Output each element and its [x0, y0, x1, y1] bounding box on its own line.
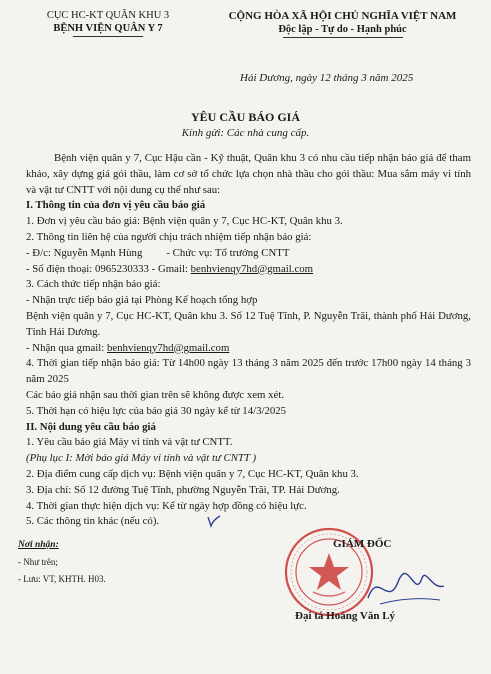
contact-role: - Chức vụ: Tổ trưởng CNTT — [166, 246, 290, 259]
receive-direct: - Nhận trực tiếp báo giá tại Phòng Kế hoạch tổng hợp — [26, 294, 258, 307]
s2-item1: 1. Yêu cầu báo giá Máy vi tính và vật tư CNTT. — [26, 436, 233, 449]
s2-item5: 5. Các thông tin khác (nếu có). — [26, 515, 160, 528]
phone-label: - Số điện thoại: 0965230333 - Gmail: — [26, 262, 191, 275]
recipients-label: Nơi nhận: — [18, 540, 59, 550]
document-title: YÊU CẦU BÁO GIÁ — [190, 110, 300, 124]
signer-name: Đại tá Hoàng Văn Lý — [295, 610, 396, 622]
address-line: Bệnh viện quân y 7, Cục HC-KT, Quân khu 3. Số 12 Tuệ Tĩnh, P. Nguyễn Trãi, thành phố Hải Dương, Tỉnh Hải Dương. — [26, 309, 471, 338]
s1-item2: 2. Thông tin liên hệ của người chịu trách nhiệm tiếp nhận báo giá: — [26, 230, 312, 243]
phone-line — [26, 262, 471, 278]
s1-item5: 5. Thời hạn có hiệu lực của báo giá 30 ngày kể từ 14/3/2025 — [26, 404, 287, 417]
signer-title: GIÁM ĐỐC — [333, 538, 392, 550]
recipient-item: - Như trên; — [18, 557, 58, 567]
contact-line — [26, 246, 471, 262]
receive-email-line — [26, 341, 471, 357]
s2-item4: 4. Thời gian thực hiện dịch vụ: Kể từ ngày hợp đồng có hiệu lực. — [26, 499, 307, 512]
signature-icon — [360, 560, 450, 615]
contact-name: - Đ/c: Nguyễn Mạnh Hùng — [26, 246, 143, 259]
national-header — [200, 10, 485, 38]
motto: Độc lập - Tự do - Hạnh phúc — [278, 24, 407, 35]
s2-item2: 2. Địa điểm cung cấp dịch vụ: Bệnh viện quân y 7, Cục HC-KT, Quân khu 3. — [26, 467, 359, 480]
recipient-item: - Lưu: VT, KHTH. H03. — [18, 574, 106, 584]
org-parent: CỤC HC-KT QUÂN KHU 3 — [46, 10, 170, 21]
s1-item1: 1. Đơn vị yêu cầu báo giá: Bệnh viện quân y 7, Cục HC-KT, Quân khu 3. — [26, 215, 343, 228]
header-rule-left — [73, 36, 143, 37]
country-name: CỘNG HÒA XÃ HỘI CHỦ NGHĨA VIỆT NAM — [228, 10, 457, 22]
section2-heading: II. Nội dung yêu cầu báo giá — [26, 420, 156, 433]
org-name: BỆNH VIỆN QUÂN Y 7 — [53, 23, 163, 34]
receive-email-label: - Nhận qua gmail: — [26, 341, 107, 354]
document-body — [26, 151, 471, 530]
handwritten-tick-icon — [206, 514, 222, 528]
late-note: Các báo giá nhận sau thời gian trên sẽ không được xem xét. — [26, 388, 285, 401]
email-link[interactable]: benhvienqy7hd@gmail.com — [190, 262, 314, 275]
s1-item3: 3. Cách thức tiếp nhận báo giá: — [26, 278, 161, 291]
date-line: Hải Dương, ngày 12 tháng 3 năm 2025 — [240, 72, 414, 84]
receive-email-link[interactable]: benhvienqy7hd@gmail.com — [106, 341, 230, 354]
section1-heading: I. Thông tin của đơn vị yêu cầu báo giá — [26, 199, 206, 212]
salutation: Kính gửi: Các nhà cung cấp. — [181, 127, 310, 139]
s2-item3: 3. Địa chỉ: Số 12 đường Tuệ Tĩnh, phường Nguyễn Trãi, TP. Hải Dương. — [26, 483, 340, 496]
s1-item4: 4. Thời gian tiếp nhận báo giá: Từ 14h00 ngày 13 tháng 3 năm 2025 đến trước 17h00 ngày 14 tháng 3 năm 2025 — [26, 357, 471, 386]
s2-appendix: (Phụ lục I: Mời báo giá Máy vi tính và vật tư CNTT ) — [26, 452, 257, 465]
intro-paragraph: Bệnh viện quân y 7, Cục Hậu cần - Kỹ thuật, Quân khu 3 có nhu cầu tiếp nhận báo giá để tham khảo, xây dựng giá gói thầu, làm cơ sở tổ chức lựa chọn nhà thầu cho gói thầu: Mua sắm máy vi tính và vật tư CNTT với nội dung cụ thể như sau: — [26, 152, 471, 196]
header-rule-right — [283, 37, 403, 38]
issuer-header — [18, 10, 198, 37]
